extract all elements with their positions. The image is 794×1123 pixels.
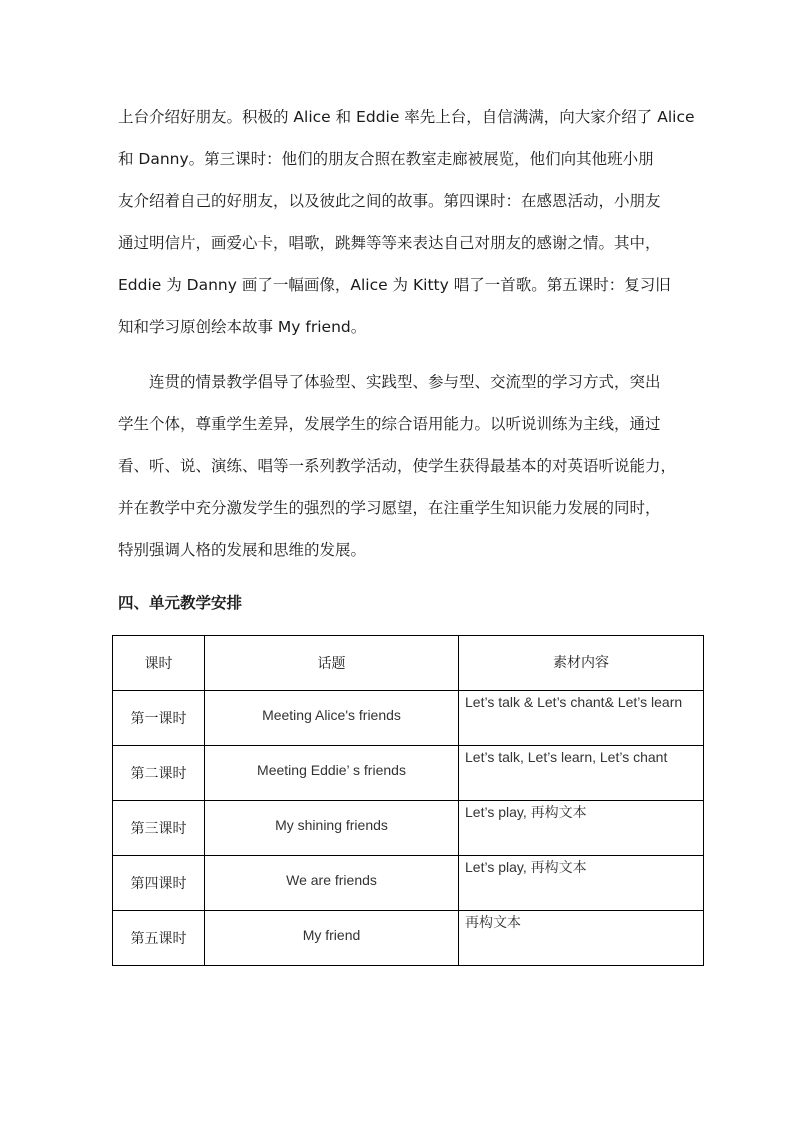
table-row: [113, 746, 704, 801]
table-row: [113, 801, 704, 856]
cell-topic: [205, 856, 459, 911]
table-header-row: [113, 636, 704, 691]
cell-material: Let’s talk & Let’s chant& Let’s learn: [459, 691, 704, 746]
section-heading: 四、单元教学安排: [118, 594, 243, 612]
cell-lesson: 第四课时: [113, 856, 205, 911]
paragraph-line: 友介绍着自己的好朋友，以及彼此之间的故事。第四课时：在感恩活动，小朋友: [118, 192, 661, 210]
cell-material: Let’s talk, Let’s learn, Let’s chant: [459, 746, 704, 801]
cell-topic: [205, 801, 459, 856]
topic-text: Meeting Eddie’ s friends: [257, 762, 406, 778]
cell-lesson: 第五课时: [113, 911, 205, 966]
header-lesson: 课时: [113, 636, 205, 691]
cell-topic: [205, 911, 459, 966]
cell-material: Let’s play, 再构文本: [459, 856, 704, 911]
topic-text: Meeting Alice's friends: [262, 707, 401, 723]
header-topic: 话题: [205, 636, 459, 691]
topic-text: My shining friends: [275, 817, 388, 833]
topic-text: We are friends: [286, 872, 377, 888]
paragraph-teaching-approach: [118, 361, 698, 571]
table-row: [113, 911, 704, 966]
paragraph-line: 和 Danny。第三课时：他们的朋友合照在教室走廊被展览，他们向其他班小朋: [118, 150, 654, 168]
paragraph-line: 通过明信片，画爱心卡，唱歌，跳舞等等来表达自己对朋友的感谢之情。其中，: [118, 234, 661, 252]
paragraph-line: 上台介绍好朋友。积极的 Alice 和 Eddie 率先上台，自信满满，向大家介绍了 Alice: [118, 108, 695, 126]
cell-topic: [205, 746, 459, 801]
paragraph-line: 连贯的情景教学倡导了体验型、实践型、参与型、交流型的学习方式，突出: [118, 373, 661, 391]
paragraph-line: 并在教学中充分激发学生的强烈的学习愿望，在注重学生知识能力发展的同时，: [118, 499, 661, 517]
paragraph-line: 知和学习原创绘本故事 My friend。: [118, 318, 367, 336]
cell-material: Let’s play, 再构文本: [459, 801, 704, 856]
table-row: [113, 856, 704, 911]
paragraph-line: 看、听、说、演练、唱等一系列教学活动，使学生获得最基本的对英语听说能力，: [118, 457, 677, 475]
cell-topic: [205, 691, 459, 746]
cell-lesson: 第三课时: [113, 801, 205, 856]
topic-text: My friend: [302, 927, 361, 943]
unit-schedule-table: [112, 635, 704, 966]
table-row: [113, 691, 704, 746]
paragraph-line: 学生个体，尊重学生差异，发展学生的综合语用能力。以听说训练为主线，通过: [118, 415, 661, 433]
paragraph-line: Eddie 为 Danny 画了一幅画像，Alice 为 Kitty 唱了一首歌。第五课时：复习旧: [118, 276, 671, 294]
cell-lesson: 第二课时: [113, 746, 205, 801]
header-material: 素材内容: [459, 636, 704, 691]
cell-lesson: 第一课时: [113, 691, 205, 746]
paragraph-lesson-summary: [118, 96, 698, 348]
cell-material: 再构文本: [459, 911, 704, 966]
paragraph-line: 特别强调人格的发展和思维的发展。: [118, 541, 367, 559]
